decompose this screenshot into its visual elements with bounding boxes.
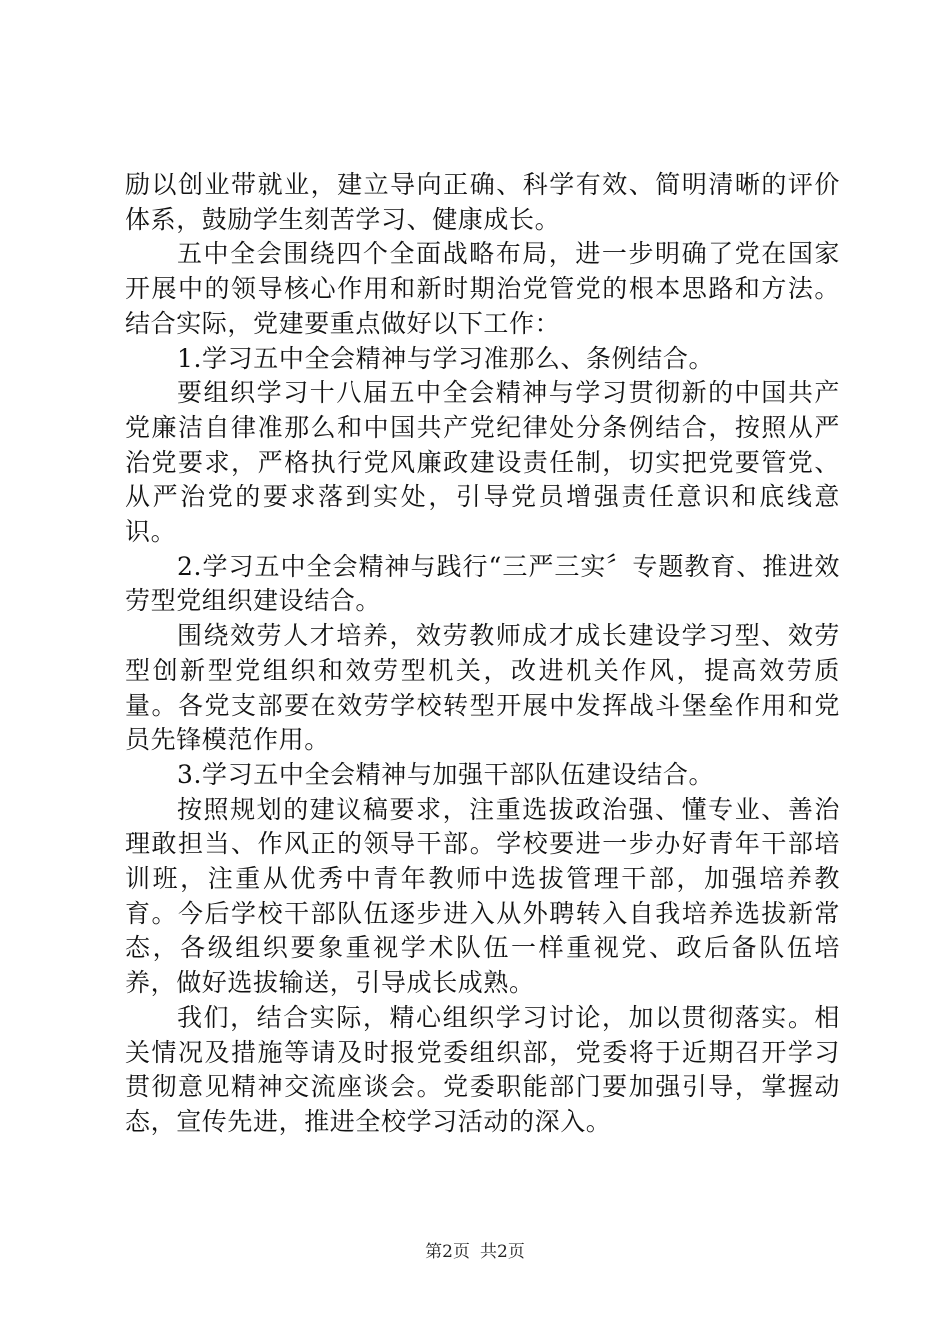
paragraph-1: 励以创业带就业，建立导向正确、科学有效、简明清晰的评价体系，鼓励学生刻苦学习、健康成长。 — [125, 170, 840, 234]
paragraph-3: 要组织学习十八届五中全会精神与学习贯彻新的中国共产党廉洁自律准那么和中国共产党纪律处分条例结合，按照从严治党要求，严格执行党风廉政建设责任制，切实把党要管党、从严治党的要求落到实处，引导党员增强责任意识和底线意识。 — [125, 378, 840, 547]
document-body — [125, 168, 840, 1140]
page-footer — [0, 1240, 950, 1264]
paragraph-4: 围绕效劳人才培养，效劳教师成才成长建设学习型、效劳型创新型党组织和效劳型机关，改进机关作风，提高效劳质量。各党支部要在效劳学校转型开展中发挥战斗堡垒作用和党员先锋模范作用。 — [125, 621, 840, 755]
heading-item-2: 2.学习五中全会精神与践行“三严三实〞专题教育、推进效劳型党组织建设结合。 — [125, 551, 840, 616]
heading-item-1: 1.学习五中全会精神与学习准那么、条例结合。 — [177, 343, 715, 373]
paragraph-6: 我们，结合实际，精心组织学习讨论，加以贯彻落实。相关情况及措施等请及时报党委组织部，党委将于近期召开学习贯彻意见精神交流座谈会。党委职能部门要加强引导，掌握动态，宣传先进，推进全校学习活动的深入。 — [125, 1002, 840, 1136]
paragraph-5: 按照规划的建议稿要求，注重选拔政治强、懂专业、善治理敢担当、作风正的领导干部。学校要进一步办好青年干部培训班，注重从优秀中青年教师中选拔管理干部，加强培养教育。今后学校干部队伍逐步进入从外聘转入自我培养选拔新常态，各级组织要象重视学术队伍一样重视党、政后备队伍培养，做好选拔输送，引导成长成熟。 — [125, 794, 840, 998]
page-number-total: 共2页 — [480, 1242, 525, 1262]
page-number-current: 第2页 — [425, 1242, 470, 1262]
paragraph-2: 五中全会围绕四个全面战略布局，进一步明确了党在国家开展中的领导核心作用和新时期治党管党的根本思路和方法。结合实际，党建要重点做好以下工作： — [125, 239, 840, 338]
heading-item-3: 3.学习五中全会精神与加强干部队伍建设结合。 — [177, 759, 715, 789]
